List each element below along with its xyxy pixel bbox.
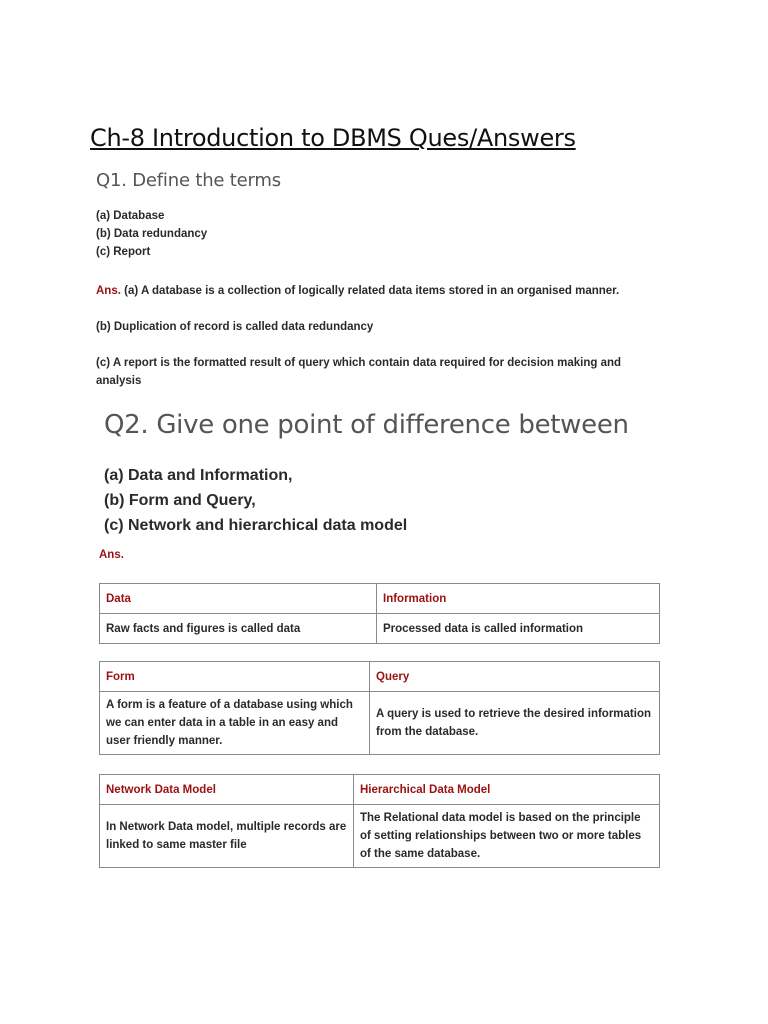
answer-1a-text: (a) A database is a collection of logically related data items stored in an organised manner. (124, 285, 620, 297)
answer-1c: (c) A report is the formatted result of query which contain data required for decision making and analysis (96, 357, 622, 387)
table-cell-network-definition: In Network Data model, multiple records are linked to same master file (100, 805, 354, 868)
table-cell-hierarchical-definition: The Relational data model is based on the principle of setting relationships between two or more tables of the same database. (354, 805, 660, 868)
answer-1a (96, 282, 619, 300)
data-vs-information-table (99, 583, 660, 644)
table-header-hierarchical-model: Hierarchical Data Model (354, 775, 660, 805)
form-vs-query-table (99, 661, 660, 755)
term-item-database: (a) Database (96, 210, 165, 222)
table-header-network-model: Network Data Model (100, 775, 354, 805)
answer-label: Ans. (96, 285, 121, 297)
table-cell-information-definition: Processed data is called information (377, 614, 660, 644)
page-title: Ch-8 Introduction to DBMS Ques/Answers (90, 124, 576, 152)
table-cell-data-definition: Raw facts and figures is called data (100, 614, 377, 644)
table-header-data: Data (100, 584, 377, 614)
term-item-data-redundancy: (b) Data redundancy (96, 228, 208, 240)
question-2-items-list (104, 463, 407, 538)
answer-2-label: Ans. (99, 549, 124, 561)
term-item-report: (c) Report (96, 246, 151, 258)
network-vs-hierarchical-table (99, 774, 660, 868)
question-2-title: Q2. Give one point of difference between (104, 410, 629, 440)
table-cell-query-definition: A query is used to retrieve the desired information from the database. (370, 692, 660, 755)
table-header-form: Form (100, 662, 370, 692)
table-header-information: Information (377, 584, 660, 614)
q2-item-data-information: (a) Data and Information, (104, 467, 293, 484)
q2-item-network-hierarchical: (c) Network and hierarchical data model (104, 517, 408, 534)
answer-1b: (b) Duplication of record is called data redundancy (96, 321, 374, 333)
table-header-query: Query (370, 662, 660, 692)
q2-item-form-query: (b) Form and Query, (104, 492, 256, 509)
question-1-title: Q1. Define the terms (96, 170, 281, 191)
question-1-terms-list (96, 207, 207, 261)
table-cell-form-definition: A form is a feature of a database using which we can enter data in a table in an easy and user friendly manner. (100, 692, 370, 755)
